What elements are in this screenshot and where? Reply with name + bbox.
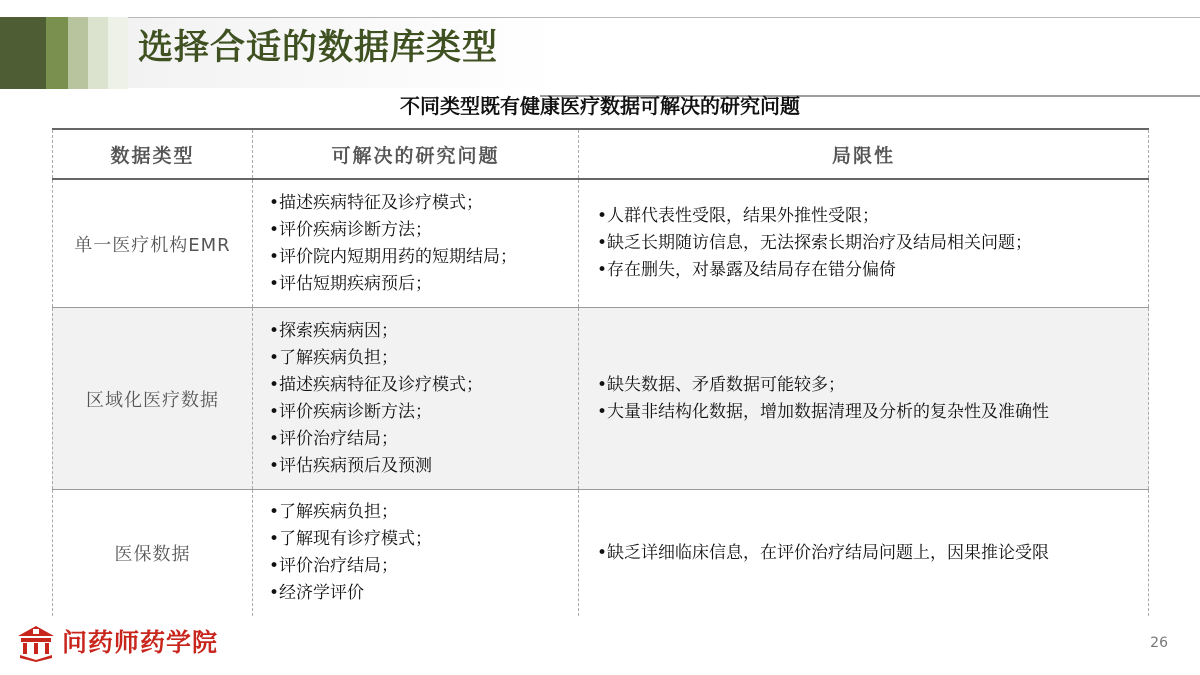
data-type-cell bbox=[52, 490, 253, 616]
question-item: •了解现有诊疗模式； bbox=[269, 529, 433, 549]
header-decor-strip bbox=[0, 17, 46, 89]
question-item: •描述疾病特征及诊疗模式； bbox=[269, 374, 484, 395]
limitation-item: •人群代表性受限，结果外推性受限； bbox=[597, 206, 880, 226]
question-item: •评价治疗结局； bbox=[269, 428, 399, 449]
header-questions: 可解决的研究问题 bbox=[253, 130, 579, 178]
question-item: •探索疾病病因； bbox=[269, 320, 399, 341]
questions-cell bbox=[253, 490, 579, 616]
header-decor-strip bbox=[88, 17, 108, 89]
data-type-label: 单一医疗机构EMR bbox=[74, 234, 231, 256]
table-row bbox=[52, 490, 1149, 616]
header-decor-strip bbox=[68, 17, 88, 89]
page-number: 26 bbox=[1150, 635, 1168, 651]
question-item: •描述疾病特征及诊疗模式； bbox=[269, 192, 484, 213]
data-type-cell bbox=[52, 308, 253, 489]
limitation-item: •存在删失，对暴露及结局存在错分偏倚 bbox=[597, 260, 897, 280]
limitation-item: •缺乏详细临床信息，在评价治疗结局问题上，因果推论受限 bbox=[597, 542, 1050, 563]
questions-cell bbox=[253, 180, 579, 307]
data-type-label: 医保数据 bbox=[114, 544, 191, 565]
research-questions-table bbox=[52, 128, 1149, 616]
question-item: •评估短期疾病预后； bbox=[269, 273, 433, 294]
header-decor-strip bbox=[108, 17, 128, 89]
slide-header bbox=[0, 0, 1200, 96]
limitations-cell bbox=[579, 308, 1149, 489]
brand-name: 问药师药学院 bbox=[62, 628, 219, 657]
limitation-item: •大量非结构化数据，增加数据清理及分析的复杂性及准确性 bbox=[597, 401, 1050, 422]
limitation-item: •缺乏长期随访信息，无法探索长期治疗及结局相关问题； bbox=[597, 233, 1033, 253]
question-item: •评价治疗结局； bbox=[269, 556, 399, 576]
data-type-cell bbox=[52, 180, 253, 307]
question-item: •评价院内短期用药的短期结局； bbox=[269, 246, 518, 267]
header-limitations: 局限性 bbox=[579, 130, 1149, 178]
limitations-cell bbox=[579, 180, 1149, 307]
question-item: •经济学评价 bbox=[269, 583, 365, 603]
table-caption: 不同类型既有健康医疗数据可解决的研究问题 bbox=[400, 94, 800, 118]
question-item: •评价疾病诊断方法； bbox=[269, 401, 433, 422]
school-building-icon bbox=[16, 624, 56, 662]
question-item: •了解疾病负担； bbox=[269, 347, 399, 368]
limitation-item: •缺失数据、矛盾数据可能较多； bbox=[597, 374, 846, 395]
question-item: •了解疾病负担； bbox=[269, 502, 399, 522]
questions-cell bbox=[253, 308, 579, 489]
table-row bbox=[52, 180, 1149, 308]
question-item: •评估疾病预后及预测 bbox=[269, 455, 433, 476]
data-type-label: 区域化医疗数据 bbox=[86, 389, 219, 411]
header-decor-strip bbox=[46, 17, 68, 89]
table-header-row bbox=[52, 130, 1149, 180]
table-row bbox=[52, 308, 1149, 490]
slide-title: 选择合适的数据库类型 bbox=[138, 28, 499, 68]
header-data-type: 数据类型 bbox=[52, 130, 253, 178]
question-item: •评价疾病诊断方法； bbox=[269, 219, 433, 240]
limitations-cell bbox=[579, 490, 1149, 616]
